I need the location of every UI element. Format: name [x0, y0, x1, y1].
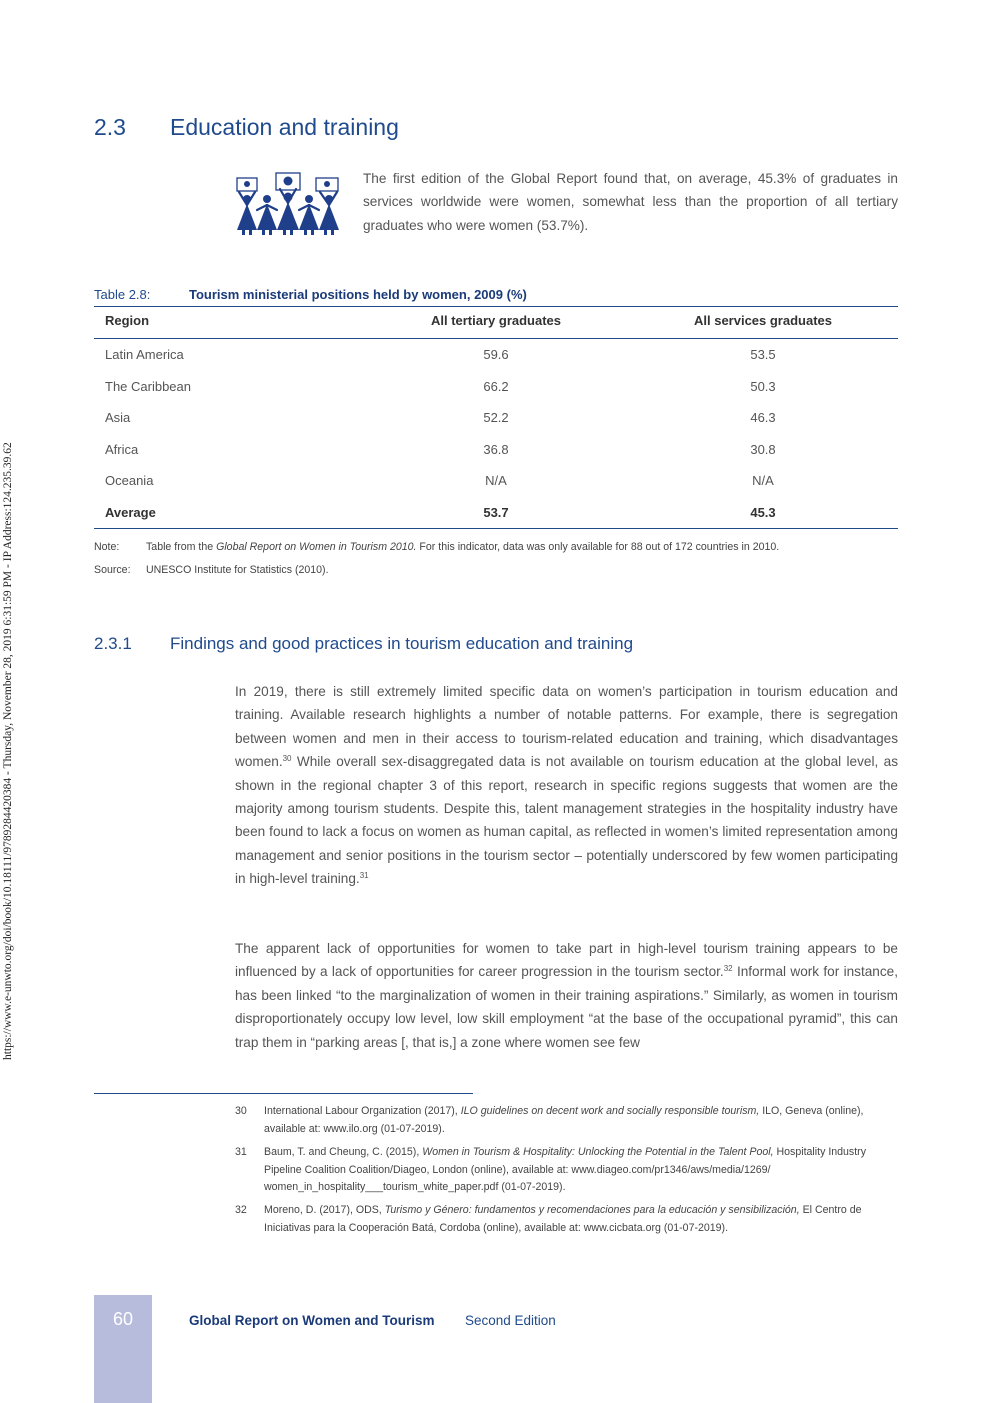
table-row-average: [94, 497, 898, 528]
cell-tertiary: 52.2: [483, 410, 509, 425]
footnote-ref-30[interactable]: 30: [282, 754, 292, 764]
footnote-ref-32[interactable]: 32: [723, 964, 733, 974]
footnote-32: 32 Moreno, D. (2017), ODS, Turismo y Género: fundamentos y recomendaciones para la educación y sensibilización, El Centro de Iniciativas para la Cooperación Batá, Cordoba (online), available at: www.cicbata.org (01-07-2019).: [235, 1204, 862, 1234]
footnote-rule: [94, 1093, 473, 1094]
footnote-number: 32: [235, 1204, 247, 1216]
section-title: Education and training: [170, 114, 399, 140]
graduates-icon: [234, 172, 342, 236]
body-paragraph-1: In 2019, there is still extremely limited specific data on women’s participation in tourism education and training. Available research highlights a number of notable patterns. For example, there is segregation between women and men in their access to tourism-related education and training, which disadvantages women.$^{30}$ While overall sex-disaggregated data is not available on tourism education at the global level, as shown in the regional chapter 3 of this report, research in specific regions suggests that women are the majority among tourism students. Despite this, talent management strategies in the hospitality industry have been found to lack a focus on women as human capital, as reflected in women’s limited representation among management and senior positions in the tourism sector – potentially underscored by few women participating in high-level training.$^{31}$: [235, 684, 898, 887]
table-label: Table 2.8:: [94, 287, 151, 302]
table-bottom-rule: [94, 528, 898, 529]
cell-tertiary: 36.8: [483, 442, 509, 457]
table-row: [94, 371, 898, 402]
cell-tertiary: N/A: [485, 473, 507, 488]
cell-region: Latin America: [105, 347, 184, 362]
note-label: Note:: [94, 541, 120, 553]
footer-edition: Second Edition: [465, 1313, 556, 1328]
subsection-number: 2.3.1: [94, 634, 132, 653]
table-row: [94, 402, 898, 433]
cell-region: The Caribbean: [105, 379, 191, 394]
cell-services: 30.8: [750, 442, 776, 457]
body-paragraph-2: The apparent lack of opportunities for women to take part in high-level tourism training appears to be influenced by a lack of opportunities for career progression in the tourism sector.$^{32}$ Informal work for instance, has been linked “to the marginalization of women in their training aspirations.” Similarly, as women in tourism disproportionately occupy low level, low skill employment “at the base of the occupational pyramid”, this can trap them in “parking areas [, that is,] a zone where women see few: [235, 941, 899, 1050]
col-header-tertiary: All tertiary graduates: [430, 313, 562, 328]
footnote-number: 31: [235, 1146, 247, 1158]
cell-tertiary: 59.6: [483, 347, 509, 362]
cell-services: 46.3: [750, 410, 776, 425]
footnote-30: 30 International Labour Organization (2017), ILO guidelines on decent work and socially responsible tourism, ILO, Geneva (online), available at: www.ilo.org (01-07-2019).: [235, 1105, 864, 1135]
cell-services: 50.3: [750, 379, 776, 394]
side-access-note: https://www.e-unwto.org/doi/book/10.18111/9789284420384 - Thursday, November 28, 2019 6:31:59 PM - IP Address:124.235.39.62: [2, 442, 14, 1060]
table-source: [94, 564, 329, 576]
table-row: [94, 434, 898, 465]
cell-region: Average: [105, 505, 156, 520]
cell-region: Asia: [105, 410, 131, 425]
source-label: Source:: [94, 564, 131, 576]
note-text-italic: Global Report on Women in Tourism 2010.: [216, 541, 417, 553]
subsection-title: Findings and good practices in tourism education and training: [170, 634, 634, 653]
footnote-number: 30: [235, 1105, 247, 1117]
section-number: 2.3: [94, 114, 126, 140]
table-row: [94, 465, 898, 496]
col-header-services: All services graduates: [693, 313, 833, 328]
cell-services: 45.3: [750, 505, 776, 520]
table-title: Tourism ministerial positions held by women, 2009 (%): [189, 287, 527, 302]
cell-tertiary: 53.7: [483, 505, 509, 520]
cell-region: Oceania: [105, 473, 154, 488]
source-text: UNESCO Institute for Statistics (2010).: [146, 564, 329, 576]
table-row: [94, 339, 898, 370]
footer-title: Global Report on Women and Tourism: [189, 1313, 435, 1328]
table-top-rule: [94, 306, 898, 307]
cell-tertiary: 66.2: [483, 379, 509, 394]
cell-services: N/A: [752, 473, 774, 488]
note-text-post: For this indicator, data was only available for 88 out of 172 countries in 2010.: [416, 541, 780, 553]
note-text-pre: Table from the: [146, 541, 217, 553]
cell-region: Africa: [105, 442, 139, 457]
cell-services: 53.5: [750, 347, 776, 362]
footnote-ref-31[interactable]: 31: [359, 871, 369, 881]
intro-paragraph: The first edition of the Global Report found that, on average, 45.3% of graduates in services worldwide were women, somewhat less than the proportion of all tertiary graduates who were women (53.7%).: [363, 171, 898, 233]
table-note: [94, 541, 779, 553]
page-number: 60: [112, 1309, 134, 1329]
footnote-31: 31 Baum, T. and Cheung, C. (2015), Women in Tourism & Hospitality: Unlocking the Potential in the Talent Pool, Hospitality Industry Pipeline Coalition Coalition/Diageo, London (online), available at: www.diageo.com/pr1346/aws/media/1269/ women_in_hospitality___tourism_white_paper.pdf (01-07-2019).: [235, 1146, 866, 1193]
col-header-region: Region: [105, 313, 150, 328]
